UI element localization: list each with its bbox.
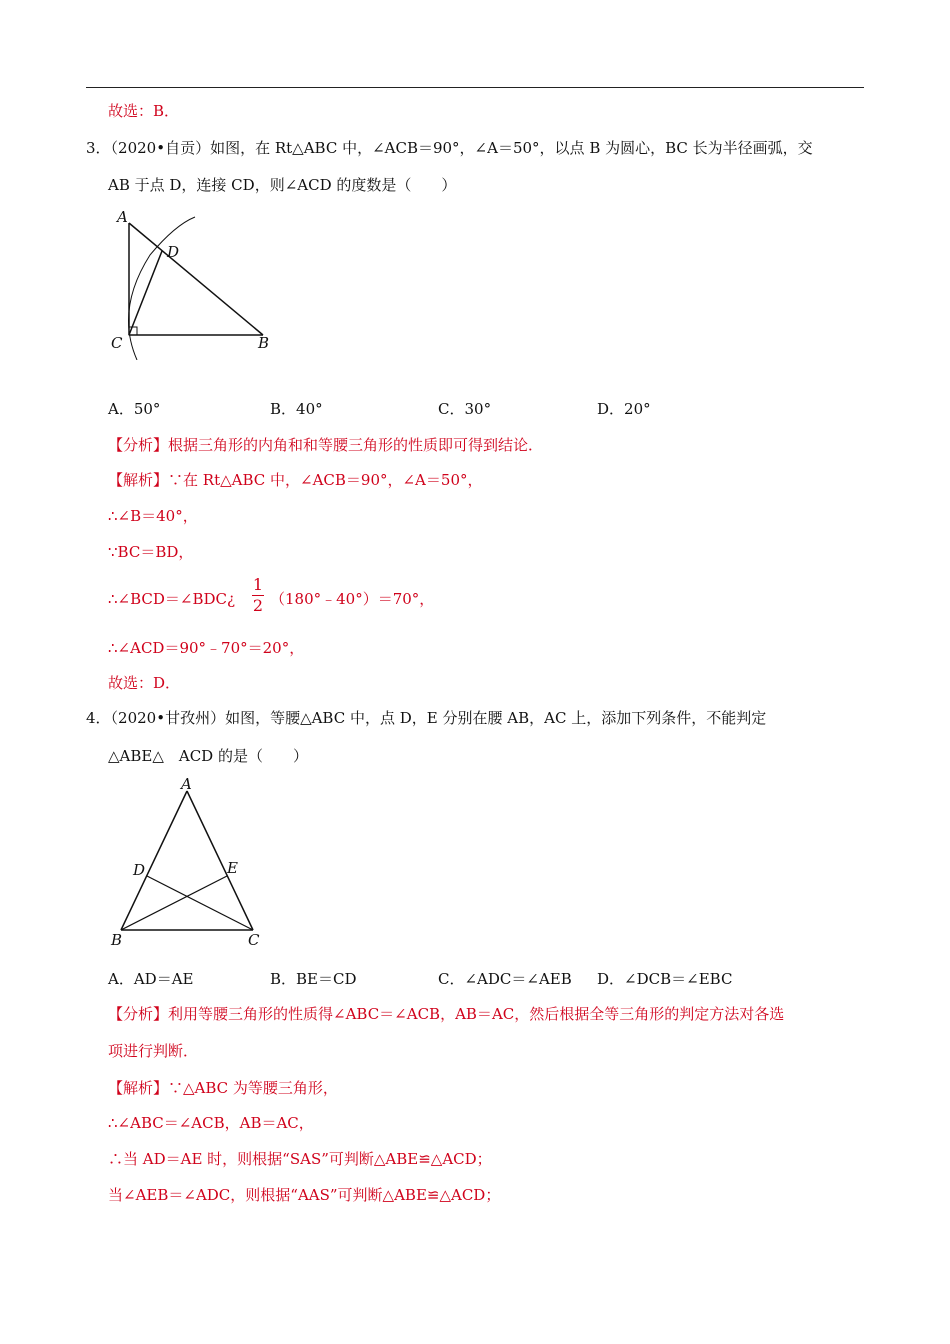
- q3-segment-cd: [129, 251, 162, 335]
- q4-segment-be: [121, 876, 227, 930]
- q4-option-b: B．BE＝CD: [270, 970, 357, 988]
- q4-label-b: B: [111, 931, 123, 949]
- q3-final-answer: 故选：D．: [108, 674, 181, 692]
- q3-fraction: [252, 576, 264, 615]
- q3-option-c: C．30°: [438, 400, 492, 418]
- q3-analysis: 【分析】根据三角形的内角和和等腰三角形的性质即可得到结论．: [108, 436, 544, 454]
- q3-option-a: A．50°: [108, 400, 161, 418]
- q4-option-d: D．∠DCB＝∠EBC: [597, 970, 733, 988]
- q4-stem-line2: △ABE△ ACD 的是（ ）: [108, 747, 308, 765]
- q3-stem-line2: AB 于点 D，连接 CD，则∠ACD 的度数是（ ）: [108, 176, 457, 194]
- prev-answer: 故选：B．: [108, 102, 180, 120]
- q3-solution-line5: ∴∠ACD＝90°﹣70°＝20°，: [108, 639, 305, 657]
- q3-solution-line2: ∴∠B＝40°，: [108, 507, 198, 525]
- q4-solution-line4: 当∠AEB＝∠ADC，则根据“AAS”可判断△ABE≌△ACD；: [108, 1186, 501, 1204]
- q4-analysis-line1: 【分析】利用等腰三角形的性质得∠ABC＝∠ACB，AB＝AC，然后根据全等三角形的判定方法对各选: [108, 1005, 785, 1023]
- q4-solution-line2: ∴∠ABC＝∠ACB，AB＝AC，: [108, 1114, 314, 1132]
- q3-option-d: D．20°: [597, 400, 651, 418]
- q3-solution-line3: ∵BC＝BD，: [108, 543, 194, 561]
- q4-label-d: D: [133, 861, 146, 879]
- q4-segment-cd: [147, 876, 253, 930]
- q3-fraction-numerator: 1: [252, 575, 264, 594]
- q4-label-a: A: [181, 775, 192, 793]
- q4-option-c: C．∠ADC＝∠AEB: [438, 970, 572, 988]
- q4-label-c: C: [248, 931, 260, 949]
- q3-fraction-denominator: 2: [252, 596, 264, 615]
- q4-solution-line3: ∴当 AD＝AE 时，则根据“SAS”可判断△ABE≌△ACD；: [108, 1150, 492, 1168]
- header-rule: [86, 87, 864, 88]
- q3-label-d: D: [167, 243, 180, 261]
- q3-solution-line1: 【解析】∵在 Rt△ABC 中，∠ACB＝90°，∠A＝50°，: [108, 471, 483, 489]
- q3-option-b: B．40°: [270, 400, 323, 418]
- q4-label-e: E: [227, 859, 238, 877]
- q3-label-a: A: [117, 208, 128, 226]
- q4-figure: [105, 775, 275, 953]
- q3-label-b: B: [258, 334, 270, 352]
- q3-solution-line4-post: （180°﹣40°）＝70°，: [270, 590, 435, 608]
- q3-stem-line1: 3．（2020•自贡）如图，在 Rt△ABC 中，∠ACB＝90°，∠A＝50°，以点 B 为圆心，BC 长为半径画弧，交: [86, 139, 813, 157]
- q4-stem-line1: 4．（2020•甘孜州）如图，等腰△ABC 中，点 D，E 分别在腰 AB，AC 上，添加下列条件，不能判定: [86, 709, 767, 727]
- q4-analysis-line2: 项进行判断．: [108, 1042, 199, 1060]
- q3-side-ab: [129, 223, 263, 335]
- q3-figure: [105, 205, 285, 360]
- q4-solution-line1: 【解析】∵△ABC 为等腰三角形，: [108, 1079, 338, 1097]
- q4-side-ab: [121, 791, 187, 930]
- q3-solution-line4-pre: ∴∠BCD＝∠BDC¿: [108, 590, 236, 608]
- q4-side-ac: [187, 791, 253, 930]
- q4-option-a: A．AD＝AE: [108, 970, 194, 988]
- q3-arc: [129, 217, 195, 360]
- q3-label-c: C: [111, 334, 123, 352]
